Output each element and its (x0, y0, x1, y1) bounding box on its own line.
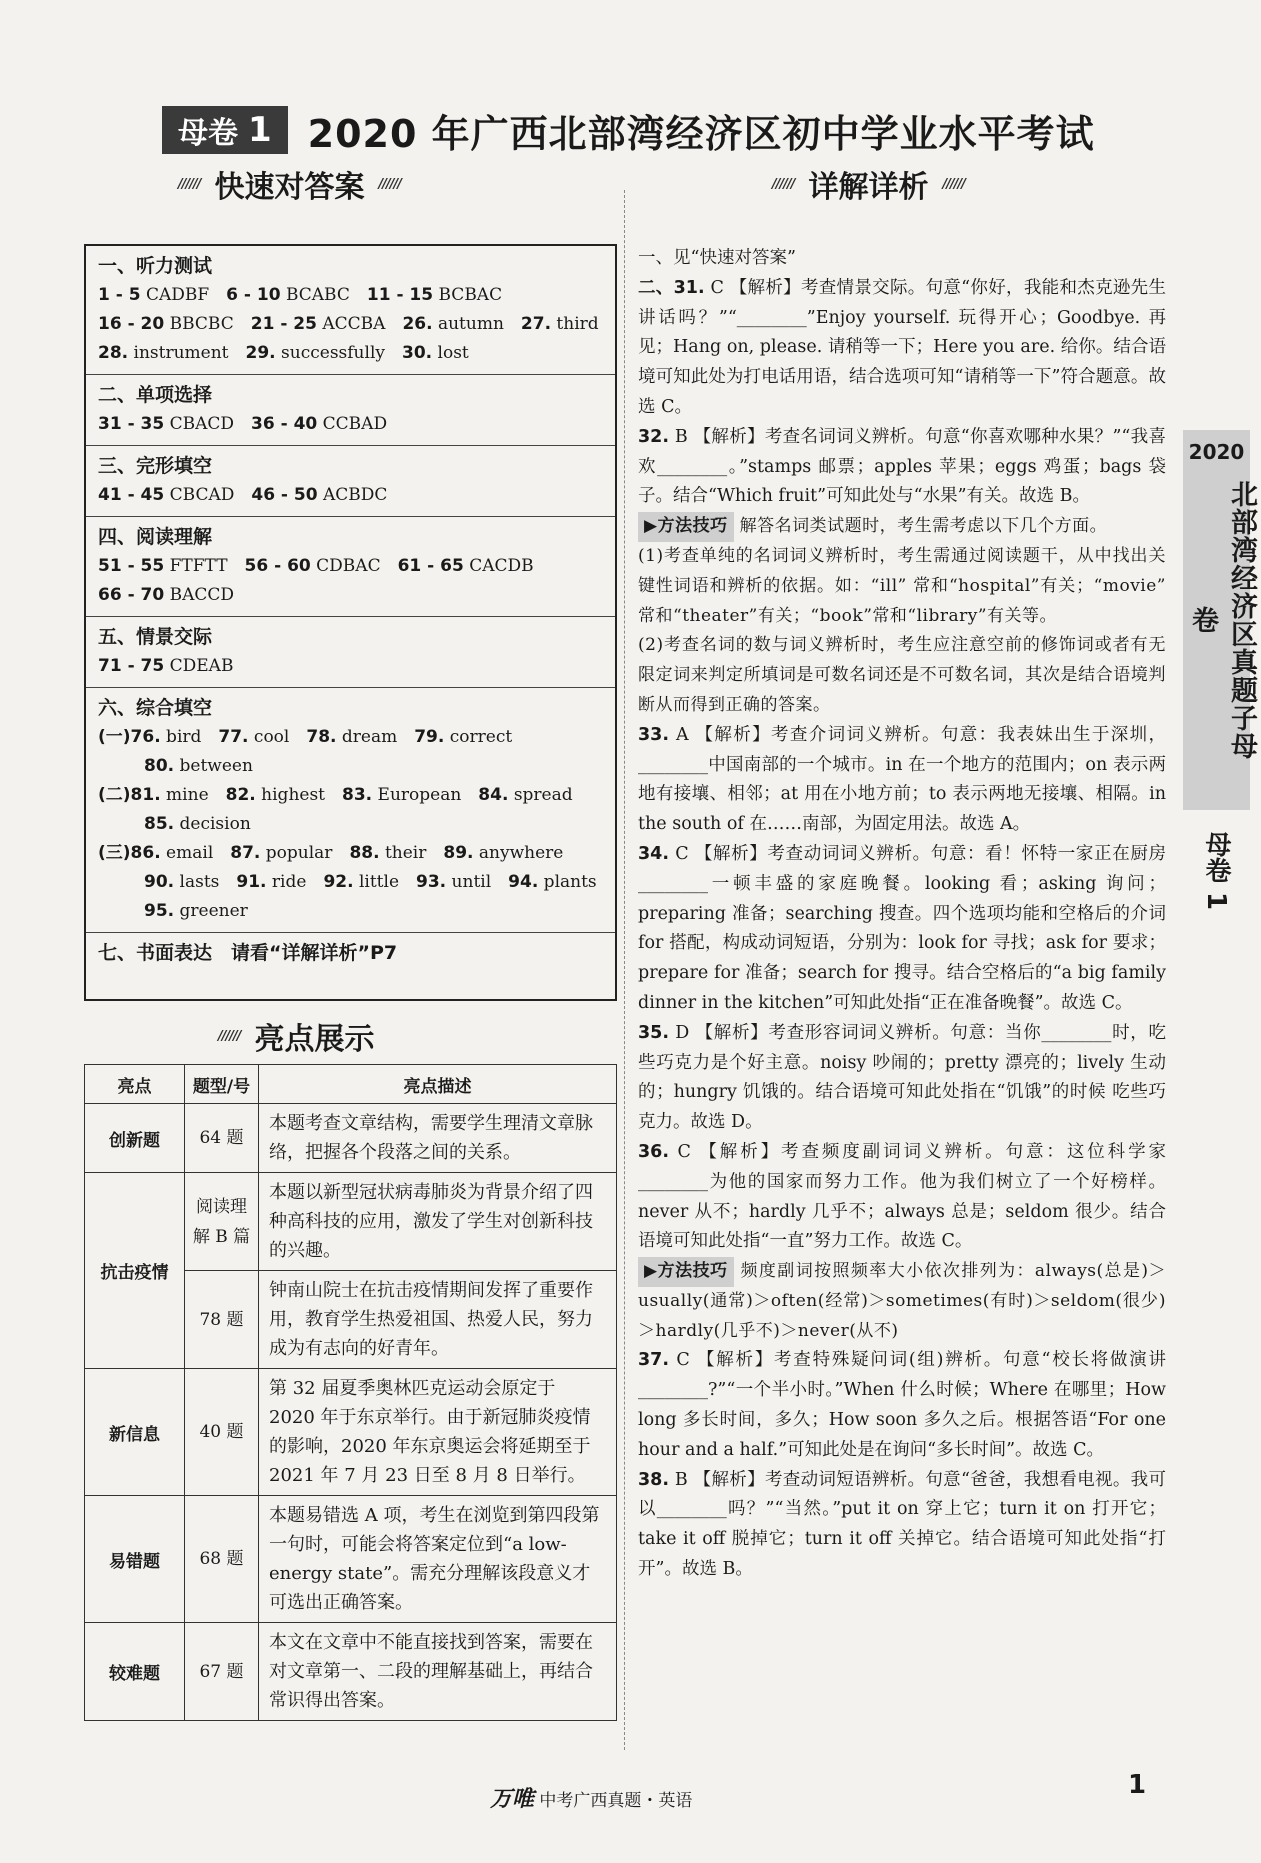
answer-value: their (379, 843, 427, 863)
answer-value: European (372, 785, 462, 805)
answer-line (98, 897, 605, 926)
answer-section (86, 517, 615, 617)
table-header-cell: 亮点 (85, 1065, 185, 1104)
answer-value: CBCAD (164, 485, 235, 505)
details-intro: 一、见“快速对答案” (638, 248, 796, 268)
question-number: 38. (638, 1469, 670, 1490)
heading-decoration: ////// (378, 176, 401, 192)
question-number: 32. (638, 426, 670, 447)
answer-value: cool (248, 727, 290, 747)
answer-number: 88. (349, 843, 380, 863)
tip-text: 解答名词类试题时，考生需考虑以下几个方面。 (739, 516, 1108, 537)
answer-line (98, 281, 605, 310)
answer-value: instrument (128, 343, 229, 363)
answer-number: 93. (416, 872, 447, 892)
answer-value: ACBDC (317, 485, 388, 505)
answer-value: spread (508, 785, 573, 805)
answer-line (98, 839, 605, 868)
explanation-text: B 【解析】考查动词短语辨析。句意“爸爸，我想看电视。我可以________吗？”“当然。”put it on 穿上它；turn it on 打开它；take it off 脱掉它；turn it off 关掉它。结合语境可知此处指“打开”。故选 B。 (638, 1469, 1166, 1580)
table-header-row (85, 1065, 617, 1104)
answer-line (98, 868, 605, 897)
answer-number: 41 - 45 (98, 485, 165, 505)
answer-number: 46 - 50 (251, 485, 318, 505)
highlight-description: 本题易错选 A 项，考生在浏览到第四段第一句时，可能会将答案定位到“a low-energy state”。需充分理解该段意义才可选出正确答案。 (259, 1496, 617, 1623)
side-tab (1183, 430, 1257, 810)
answer-section-title: 六、综合填空 (98, 697, 213, 719)
question-number: 35. (638, 1022, 670, 1043)
answer-line (98, 481, 605, 510)
explanation-text: C 【解析】考查特殊疑问词(组)辨析。句意“校长将做演讲________?”“一个半小时。”When 什么时候；Where 在哪里；How long 多长时间，多久；How soon 多久之后。根据答语“For one hour and a half.”可知此处是在询问“多长时间”。故选 C。 (638, 1350, 1166, 1460)
answer-number: 92. (323, 872, 354, 892)
explanation-item (638, 1346, 1166, 1465)
answer-value: BCABC (280, 285, 350, 305)
question-number: 33. (638, 724, 670, 745)
answer-number: 66 - 70 (98, 585, 165, 605)
answer-number: 21 - 25 (250, 314, 317, 334)
answer-value: lost (432, 343, 469, 363)
side-tab-juan: 母卷 1 (1201, 831, 1231, 911)
answer-number: 79. (414, 727, 445, 747)
table-row (85, 1104, 617, 1173)
answer-number: 95. (144, 901, 175, 921)
side-tab-year: 2020 (1188, 440, 1245, 464)
answer-number: 28. (98, 343, 129, 363)
answers-heading-text: 快速对答案 (214, 170, 365, 205)
question-number: 二、31. (638, 277, 705, 298)
answer-number: 29. (245, 343, 276, 363)
answer-section (86, 375, 615, 446)
answer-value: greener (174, 901, 248, 921)
answer-value: CACDB (463, 556, 534, 576)
highlight-description: 钟南山院士在抗击疫情期间发挥了重要作用，教育学生热爱祖国、热爱人民，努力成为有志向的好青年。 (259, 1271, 617, 1369)
question-number: 36. (638, 1141, 670, 1162)
footer-brand: 万唯 (490, 1787, 535, 1812)
table-row (85, 1623, 617, 1721)
answer-value: between (174, 756, 253, 776)
method-tip (638, 512, 1166, 542)
answer-number: 6 - 10 (226, 285, 281, 305)
answer-value: plants (538, 872, 597, 892)
answer-number: 27. (520, 314, 552, 334)
answer-value: autumn (432, 314, 504, 334)
answer-number: 91. (236, 872, 267, 892)
answer-line (98, 723, 605, 752)
answer-number: 85. (144, 814, 175, 834)
answer-value: highest (255, 785, 326, 805)
answer-number: 56 - 60 (244, 556, 311, 576)
page-number: 1 (1128, 1770, 1147, 1800)
badge-label: 母卷 (178, 116, 238, 151)
footer (490, 1782, 692, 1813)
explanation-text: C 【解析】考查情景交际。句意“你好，我能和杰克逊先生讲话吗？”“________”Enjoy yourself. 玩得开心；Goodbye. 再见；Hang on, please. 请稍等一下；Here you are. 给你。结合语境可知此处为打电话用语，结合选项可知“请稍等一下”符合题意。故选 C。 (638, 277, 1166, 417)
tip-label: ▶方法技巧 (638, 512, 734, 542)
highlight-description: 本文在文章中不能直接找到答案，需要在对文章第一、二段的理解基础上，再结合常识得出答案。 (259, 1623, 617, 1721)
answer-number: (三)86. (98, 843, 161, 863)
heading-decoration: ////// (178, 176, 201, 192)
answer-number: (一)76. (98, 727, 161, 747)
answer-number: 78. (306, 727, 337, 747)
details-heading (772, 162, 965, 206)
answer-number: 26. (402, 314, 433, 334)
answer-value: CDEAB (164, 656, 234, 676)
title-row (162, 104, 1095, 156)
answer-section (86, 933, 615, 974)
answer-line (98, 752, 605, 781)
table-row (85, 1369, 617, 1496)
answer-value: anywhere (473, 843, 564, 863)
answer-value: CADBF (140, 285, 210, 305)
answers-heading (178, 162, 401, 206)
explanation-text: C 【解析】考查频度副词词义辨析。句意：这位科学家________为他的国家而努力工作。他为我们树立了一个好榜样。never 从不；hardly 几乎不；always 总是；seldom 很少。结合语境可知此处指“一直”努力工作。故选 C。 (638, 1141, 1166, 1252)
answer-number: 11 - 15 (366, 285, 434, 305)
answer-number: 71 - 75 (98, 656, 165, 676)
answer-number: 31 - 35 (98, 414, 165, 434)
answer-value: third (551, 314, 599, 334)
badge-number: 1 (248, 110, 272, 150)
highlight-category: 易错题 (85, 1496, 185, 1623)
answer-number: 77. (218, 727, 249, 747)
answer-value: popular (260, 843, 333, 863)
answer-line (98, 781, 605, 810)
question-type: 阅读理解 B 篇 (185, 1173, 259, 1271)
answer-number: 36 - 40 (251, 414, 318, 434)
answer-value: successfully (275, 343, 385, 363)
highlight-category: 较难题 (85, 1623, 185, 1721)
answer-line (98, 581, 605, 610)
table-row (85, 1496, 617, 1623)
answer-value: correct (444, 727, 513, 747)
tip-label: ▶方法技巧 (638, 1257, 734, 1287)
footer-text: 中考广西真题・英语 (539, 1791, 693, 1811)
explanation-text: B 【解析】考查名词词义辨析。句意“你喜欢哪种水果？”“我喜欢________。”stamps 邮票；apples 苹果；eggs 鸡蛋；bags 袋子。结合“Which fruit”可知此处与“水果”有关。故选 B。 (638, 426, 1166, 507)
answer-number: 82. (225, 785, 256, 805)
question-type: 67 题 (185, 1623, 259, 1721)
answer-value: until (446, 872, 492, 892)
explanation-item (638, 1138, 1166, 1257)
answer-line (98, 310, 605, 339)
highlights-heading (218, 1014, 375, 1058)
side-tab-text: 北部湾经济区真题子母卷 (1187, 480, 1257, 760)
answer-section (86, 688, 615, 933)
answer-value: email (160, 843, 214, 863)
answer-number: 90. (144, 872, 175, 892)
answer-value: BBCBC (164, 314, 234, 334)
answer-value: ride (266, 872, 307, 892)
table-header-cell: 题型/号 (185, 1065, 259, 1104)
answer-number: 87. (230, 843, 261, 863)
explanation-text: A 【解析】考查介词词义辨析。句意：我表妹出生于深圳，________中国南部的一个城市。in 在一个地方的范围内；on 表示两地有接壤、相邻；at 用在小地方前；to 表示两地无接壤、相隔。in the south of 在……南部，为固定用法。故选 A。 (638, 724, 1166, 835)
highlights-table (84, 1064, 617, 1721)
explanation-item (638, 840, 1166, 1019)
answer-section (86, 617, 615, 688)
answer-number: 94. (508, 872, 539, 892)
page-title: 2020 年广西北部湾经济区初中学业水平考试 (307, 111, 1095, 156)
answer-section-title: 一、听力测试 (98, 255, 213, 277)
detailed-analysis (638, 244, 1166, 1585)
question-number: 37. (638, 1350, 670, 1371)
heading-decoration: ////// (772, 176, 795, 192)
answer-number: 83. (342, 785, 373, 805)
table-row (85, 1173, 617, 1271)
quick-answers-box (84, 244, 617, 1001)
heading-decoration: ////// (218, 1028, 241, 1044)
answer-number: 61 - 65 (397, 556, 464, 576)
answer-value: dream (336, 727, 398, 747)
answer-section-title: 五、情景交际 (98, 626, 213, 648)
answer-value: CBACD (164, 414, 235, 434)
highlight-category: 抗击疫情 (85, 1173, 185, 1369)
explanation-text: D 【解析】考查形容词词义辨析。句意：当你________时，吃些巧克力是个好主意。noisy 吵闹的；pretty 漂亮的；lively 生动的；hungry 饥饿的。结合语境可知此处指在“饥饿”的时候 吃些巧克力。故选 D。 (638, 1022, 1166, 1133)
method-tip (638, 1257, 1166, 1346)
tip-paragraph: (2)考查名词的数与词义辨析时，考生应注意空前的修饰词或者有无限定词来判定所填词是可数名词还是不可数名词，其次是结合语境判断从而得到正确的答案。 (638, 635, 1166, 715)
column-divider (624, 190, 625, 1750)
table-header-cell: 亮点描述 (259, 1065, 617, 1104)
explanation-item (638, 423, 1166, 512)
answer-section (86, 446, 615, 517)
answer-number: 89. (443, 843, 474, 863)
answer-value: BACCD (164, 585, 235, 605)
answer-section-title: 三、完形填空 (98, 455, 213, 477)
highlights-heading-text: 亮点展示 (254, 1022, 375, 1057)
answer-number: 84. (478, 785, 509, 805)
highlight-category: 新信息 (85, 1369, 185, 1496)
question-type: 40 题 (185, 1369, 259, 1496)
answer-section-title: 四、阅读理解 (98, 526, 213, 548)
explanation-item (638, 721, 1166, 840)
explanation-item (638, 274, 1166, 423)
explanation-text: C 【解析】考查动词词义辨析。句意：看！怀特一家正在厨房________一顿丰盛的家庭晚餐。looking 看；asking 询问；preparing 准备；searching 搜查。四个选项均能和空格后的介词 for 搭配，构成动词短语，分别为：look for 寻找；ask for 要求；prepare for 准备；search for 搜寻。结合空格后的“a big family dinner in the kitchen”可知此处指“正在准备晚餐”。故选 C。 (638, 843, 1166, 1013)
answer-section-title: 七、书面表达 请看“详解详析”P7 (98, 942, 398, 964)
explanation-item (638, 1019, 1166, 1138)
answer-number: (二)81. (98, 785, 161, 805)
question-type: 68 题 (185, 1496, 259, 1623)
answer-value: CCBAD (317, 414, 388, 434)
answer-line (98, 652, 605, 681)
answer-number: 80. (144, 756, 175, 776)
answer-section-title: 二、单项选择 (98, 384, 213, 406)
question-type: 64 题 (185, 1104, 259, 1173)
answer-value: lasts (174, 872, 220, 892)
answer-line (98, 552, 605, 581)
tip-text: 频度副词按照频率大小依次排列为：always(总是)＞usually(通常)＞often(经常)＞sometimes(有时)＞seldom(很少)＞hardly(几乎不)＞never(从不) (638, 1261, 1166, 1341)
answer-number: 30. (402, 343, 433, 363)
answer-line (98, 410, 605, 439)
question-type: 78 题 (185, 1271, 259, 1369)
answer-value: mine (160, 785, 209, 805)
answer-value: decision (174, 814, 251, 834)
answer-value: little (353, 872, 400, 892)
answer-section (86, 246, 615, 375)
answer-value: bird (160, 727, 202, 747)
answer-value: ACCBA (316, 314, 386, 334)
answer-number: 16 - 20 (98, 314, 165, 334)
mother-paper-badge (162, 106, 288, 154)
answer-line (98, 339, 605, 368)
answer-value: CDBAC (310, 556, 381, 576)
answer-value: BCBAC (433, 285, 503, 305)
answer-number: 1 - 5 (98, 285, 141, 305)
highlight-category: 创新题 (85, 1104, 185, 1173)
answer-line (98, 810, 605, 839)
heading-decoration: ////// (942, 176, 965, 192)
explanation-item (638, 1466, 1166, 1585)
question-number: 34. (638, 843, 670, 864)
details-heading-text: 详解详析 (808, 170, 929, 205)
answer-number: 51 - 55 (98, 556, 165, 576)
answer-value: FTFTT (164, 556, 228, 576)
highlight-description: 本题以新型冠状病毒肺炎为背景介绍了四种高科技的应用，激发了学生对创新科技的兴趣。 (259, 1173, 617, 1271)
tip-paragraph: (1)考查单纯的名词词义辨析时，考生需通过阅读题干，从中找出关键性词语和辨析的依据。如：“ill” 常和“hospital”有关；“movie” 常和“theater”有关；“book”常和“library”有关等。 (638, 545, 1166, 626)
highlight-description: 第 32 届夏季奥林匹克运动会原定于 2020 年于东京举行。由于新冠肺炎疫情的影响，2020 年东京奥运会将延期至于 2021 年 7 月 23 日至 8 月 8 日举行。 (259, 1369, 617, 1496)
highlight-description: 本题考查文章结构，需要学生理清文章脉络，把握各个段落之间的关系。 (259, 1104, 617, 1173)
